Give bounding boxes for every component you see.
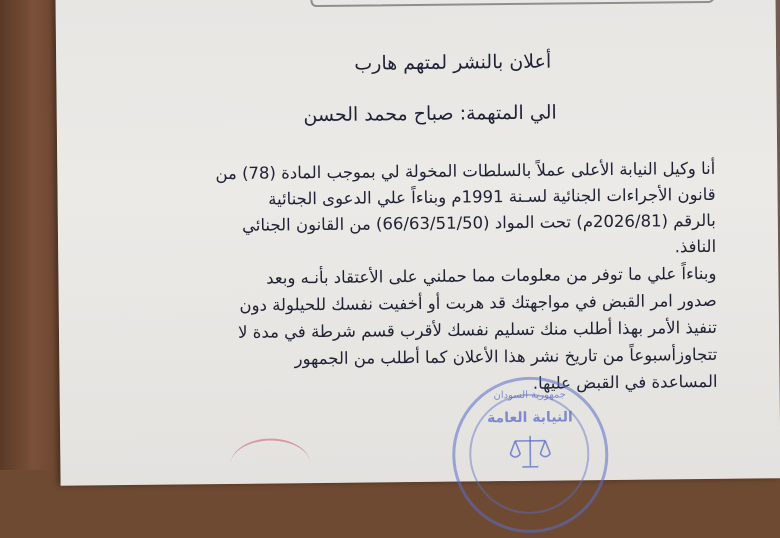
stamp-top-text: جمهورية السودان bbox=[455, 389, 605, 402]
body-line: النافذ. bbox=[675, 237, 717, 256]
body-line: تتجاوزأسبوعاً من تاريخ نشر هذا الأعلان كما أطلب من الجمهور bbox=[294, 345, 717, 368]
scales-of-justice-icon bbox=[507, 432, 553, 472]
body-line: أنا وكيل النيابة الأعلى عملاً بالسلطات المخولة لي بموجب المادة (78) من bbox=[215, 159, 715, 183]
stamp-middle-text: النيابة العامة bbox=[455, 409, 605, 427]
body-line: تنفيذ الأمر بهذا أطلب منك تسليم نفسك لأقرب قسم شرطة في مدة لا bbox=[238, 318, 717, 342]
header-box bbox=[310, 0, 714, 7]
document-paper bbox=[55, 0, 780, 486]
body-line: وبناءاً علي ما توفر من معلومات مما حملني على الأعتقاد بأنـه وبعد bbox=[266, 264, 716, 288]
body-line: صدور امر القبض في مواجهتك قد هربت أو أخفيت نفسك للحيلولة دون bbox=[239, 291, 716, 315]
body-line: المساعدة في القبض عليها. bbox=[533, 372, 718, 393]
body-line: قانون الأجراءات الجنائية لسـنة 1991م وبناءاً علي الدعوى الجنائية bbox=[268, 185, 716, 209]
recipient-line: الي المتهمة: صباح محمد الحسن bbox=[303, 102, 556, 127]
body-line: بالرقم (2026/81م) تحت المواد (66/63/51/50) من القانون الجنائي bbox=[242, 211, 716, 235]
red-ink-mark bbox=[230, 438, 311, 491]
official-stamp bbox=[451, 376, 609, 534]
announcement-title: أعلان بالنشر لمتهم هارب bbox=[354, 51, 551, 75]
